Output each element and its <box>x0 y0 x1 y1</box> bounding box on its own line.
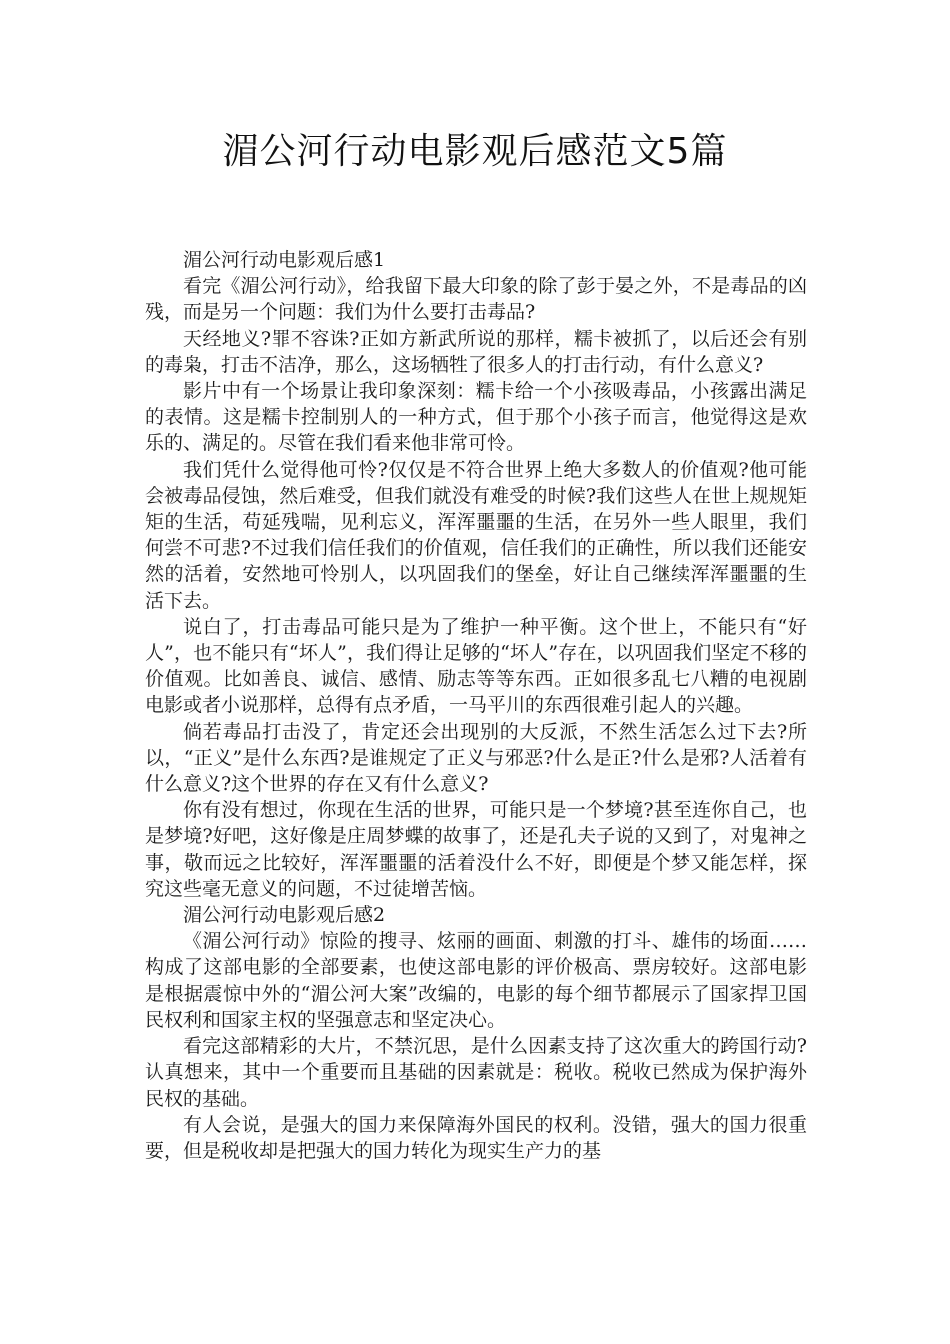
paragraph: 你有没有想过，你现在生活的世界，可能只是一个梦境?甚至连你自己，也是梦境?好吧，这好像是庄周梦蝶的故事了，还是孔夫子说的又到了，对鬼神之事，敬而远之比较好，浑浑噩噩的活着没什么不好，即便是个梦又能怎样，探究这些毫无意义的问题，不过徒增苦恼。 <box>145 799 807 900</box>
paragraph: 天经地义?罪不容诛?正如方新武所说的那样，糯卡被抓了，以后还会有别的毒枭，打击不洁净，那么，这场牺牲了很多人的打击行动，有什么意义? <box>145 327 807 376</box>
section-heading: 湄公河行动电影观后感1 <box>183 249 386 271</box>
document-body <box>145 247 807 1164</box>
paragraph: 看完这部精彩的大片，不禁沉思，是什么因素支持了这次重大的跨国行动?认真想来，其中一个重要而且基础的因素就是：税收。税收已然成为保护海外民权的基础。 <box>145 1035 807 1110</box>
paragraph: 看完《湄公河行动》，给我留下最大印象的除了彭于晏之外，不是毒品的凶残，而是另一个问题：我们为什么要打击毒品? <box>145 275 807 324</box>
document-title: 湄公河行动电影观后感范文5篇 <box>222 131 728 172</box>
paragraph: 有人会说，是强大的国力来保障海外国民的权利。没错，强大的国力很重要，但是税收却是把强大的国力转化为现实生产力的基 <box>145 1113 807 1162</box>
paragraph: 《湄公河行动》惊险的搜寻、炫丽的画面、刺激的打斗、雄伟的场面……构成了这部电影的全部要素，也使这部电影的评价极高、票房较好。这部电影是根据震惊中外的“湄公河大案”改编的，电影的每个细节都展示了国家捍卫国民权利和国家主权的坚强意志和坚定决心。 <box>145 930 807 1031</box>
paragraph: 倘若毒品打击没了，肯定还会出现别的大反派，不然生活怎么过下去?所以，“正义”是什么东西?是谁规定了正义与邪恶?什么是正?什么是邪?人活着有什么意义?这个世界的存在又有什么意义? <box>145 720 807 796</box>
section-heading: 湄公河行动电影观后感2 <box>183 904 386 927</box>
paragraph: 影片中有一个场景让我印象深刻：糯卡给一个小孩吸毒品，小孩露出满足的表情。这是糯卡控制别人的一种方式，但于那个小孩子而言，他觉得这是欢乐的、满足的。尽管在我们看来他非常可怜。 <box>145 380 807 455</box>
paragraph: 说白了，打击毒品可能只是为了维护一种平衡。这个世上，不能只有“好人”，也不能只有“坏人”，我们得让足够的“坏人”存在，以巩固我们坚定不移的价值观。比如善良、诚信、感情、励志等等东西。正如很多乱七八糟的电视剧电影或者小说那样，总得有点矛盾，一马平川的东西很难引起人的兴趣。 <box>145 615 807 717</box>
paragraph: 我们凭什么觉得他可怜?仅仅是不符合世界上绝大多数人的价值观?他可能会被毒品侵蚀，然后难受，但我们就没有难受的时候?我们这些人在世上规规矩矩的生活，苟延残喘，见利忘义，浑浑噩噩的生活，在另外一些人眼里，我们何尝不可悲?不过我们信任我们的价值观，信任我们的正确性，所以我们还能安然的活着，安然地可怜别人，以巩固我们的堡垒，好让自己继续浑浑噩噩的生活下去。 <box>145 458 807 612</box>
